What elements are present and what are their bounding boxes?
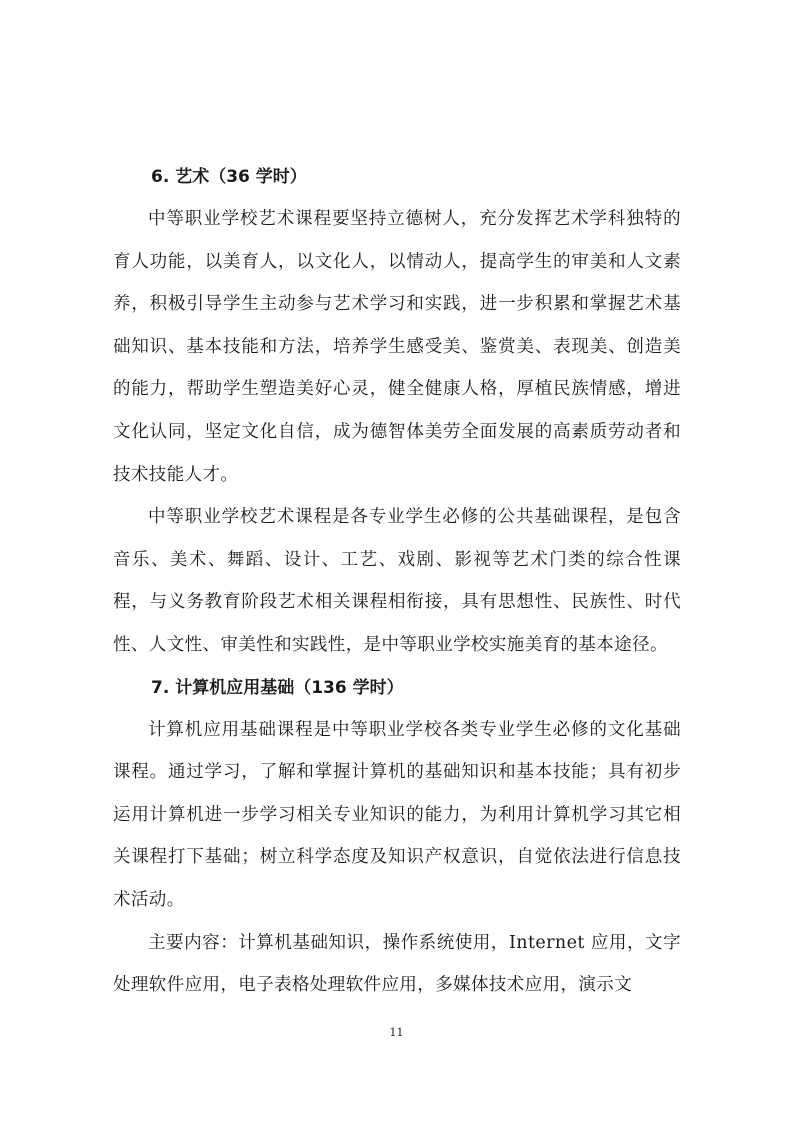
paragraph-art-nature: 中等职业学校艺术课程是各专业学生必修的公共基础课程，是包含音乐、美术、舞蹈、设计、工艺、戏剧、影视等艺术门类的综合性课程，与义务教育阶段艺术相关课程相衔接，具有思想性、民族性、时代性、人文性、审美性和实践性，是中等职业学校实施美育的基本途径。 [113,507,681,655]
document-body [113,156,681,1007]
paragraph-computer-goals: 计算机应用基础课程是中等职业学校各类专业学生必修的文化基础课程。通过学习，了解和掌握计算机的基础知识和基本技能；具有初步运用计算机进一步学习相关专业知识的能力，为利用计算机学习其它相关课程打下基础；树立科学态度及知识产权意识，自觉依法进行信息技术活动。 [113,719,681,910]
section-heading-computer: 7. 计算机应用基础（136 学时） [151,677,404,698]
section-heading-art: 6. 艺术（36 学时） [151,167,307,187]
paragraph-art-goals: 中等职业学校艺术课程要坚持立德树人，充分发挥艺术学科独特的育人功能，以美育人，以文化人，以情动人，提高学生的审美和人文素养，积极引导学生主动参与艺术学习和实践，进一步积累和掌握艺术基础知识、基本技能和方法，培养学生感受美、鉴赏美、表现美、创造美的能力，帮助学生塑造美好心灵，健全健康人格，厚植民族情感，增进文化认同，坚定文化自信，成为德智体美劳全面发展的高素质劳动者和技术技能人才。 [113,209,681,485]
paragraph-computer-content: 主要内容：计算机基础知识，操作系统使用，Internet 应用，文字处理软件应用，电子表格处理软件应用，多媒体技术应用，演示文 [113,932,681,996]
page-number: 11 [389,1026,404,1039]
